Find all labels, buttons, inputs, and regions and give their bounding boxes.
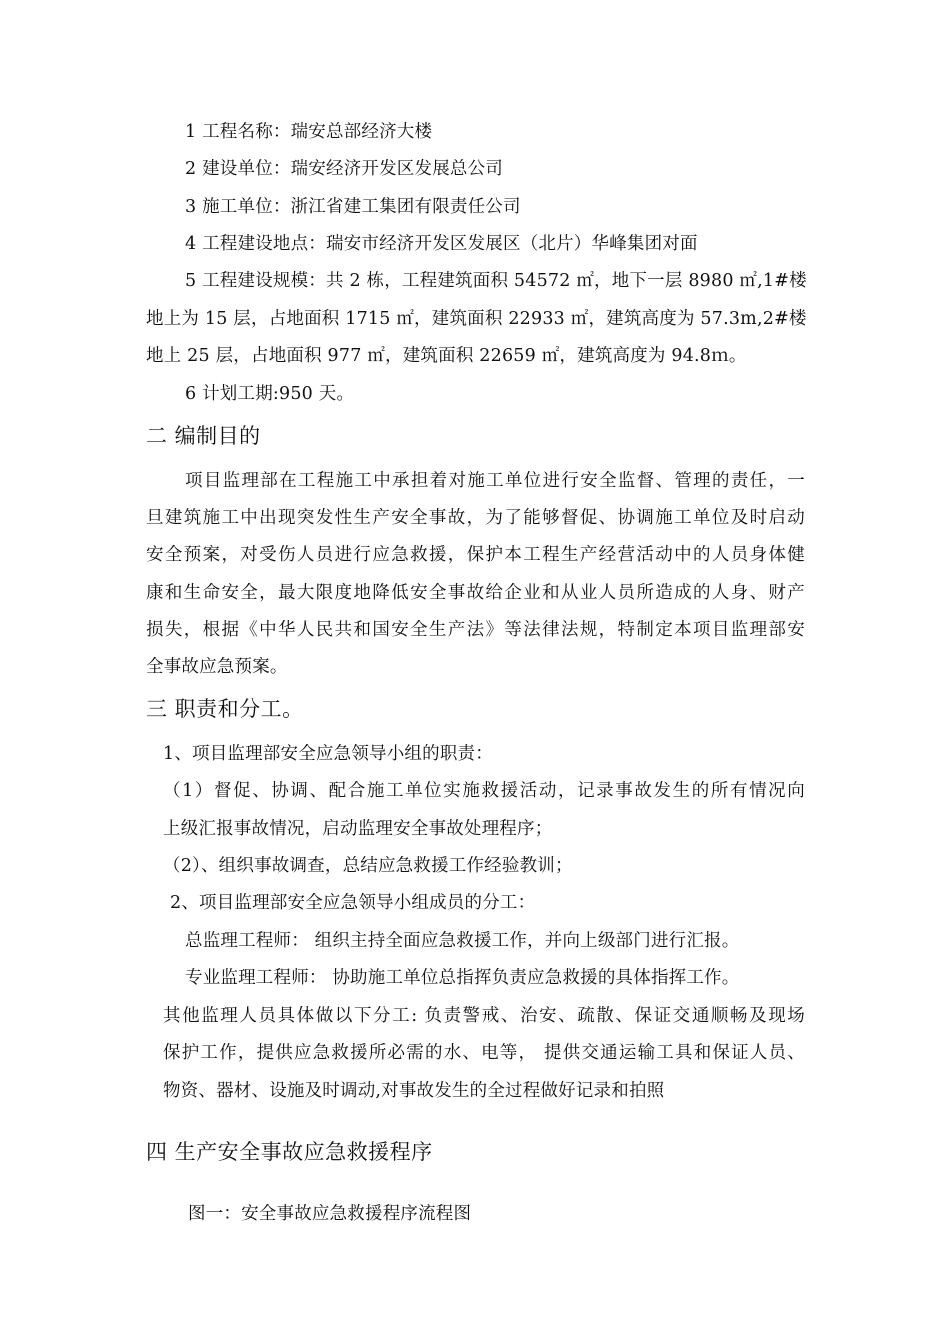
project-scale-line-3: 地上 25 层，占地面积 977 ㎡，建筑面积 22659 ㎡，建筑高度为 94.8ｍ。 <box>146 346 747 366</box>
section-3-item-1a-line-1 <box>163 779 805 803</box>
section-2-para-line-5 <box>146 618 805 642</box>
project-scale-text-1: 5 工程建设规模：共 2 栋，工程建筑面积 54572 ㎡，地下一层 8980 ㎡,1#楼 <box>185 271 807 291</box>
section-2-para-line-2 <box>146 506 805 530</box>
section-2-para-line-6: 全事故应急预案。 <box>146 657 288 677</box>
section-2-para-line-4 <box>146 581 805 605</box>
section-2-text-3: 安全预案，对受伤人员进行应急救援，保护本工程生产经营活动中的人员身体健 <box>146 545 805 565</box>
section-3-others-line-2 <box>163 1041 805 1065</box>
section-4-heading: 四 生产安全事故应急救援程序 <box>146 1140 433 1164</box>
section-2-para-line-1 <box>185 469 805 493</box>
section-3-chief-engineer: 总监理工程师： 组织主持全面应急救援工作，并向上级部门进行汇报。 <box>185 931 740 951</box>
section-3-item-1a-text-1: （1）督促、协调、配合施工单位实施救援活动，记录事故发生的所有情况向 <box>163 781 805 801</box>
project-owner: 2 建设单位：瑞安经济开发区发展总公司 <box>185 159 503 179</box>
section-3-others-line-3: 物资、器材、设施及时调动,对事故发生的全过程做好记录和拍照 <box>163 1081 665 1101</box>
section-3-heading: 三 职责和分工。 <box>146 697 304 721</box>
section-3-specialist-engineer: 专业监理工程师： 协助施工单位总指挥负责应急救援的具体指挥工作。 <box>185 968 740 988</box>
section-2-text-5: 损失，根据《中华人民共和国安全生产法》等法律法规，特制定本项目监理部安 <box>146 620 805 640</box>
project-name: 1 工程名称：瑞安总部经济大楼 <box>185 122 433 142</box>
project-scale-line-2 <box>146 307 805 331</box>
section-3-others-text-1: 其他监理人员具体做以下分工: 负责警戒、治安、疏散、保证交通顺畅及现场 <box>163 1006 805 1026</box>
section-3-others-text-2: 保护工作，提供应急救援所必需的水、电等， 提供交通运输工具和保证人员、 <box>163 1043 805 1063</box>
figure-caption: 图一：安全事故应急救援程序流程图 <box>188 1204 472 1224</box>
section-2-heading: 二 编制目的 <box>146 424 261 448</box>
section-2-text-2: 旦建筑施工中出现突发性生产安全事故，为了能够督促、协调施工单位及时启动 <box>146 508 805 528</box>
section-3-item-1b: （2）、组织事故调查，总结应急救援工作经验教训； <box>163 856 573 876</box>
section-2-text-4: 康和生命安全，最大限度地降低安全事故给企业和从业人员所造成的人身、财产 <box>146 583 805 603</box>
section-2-text-1: 项目监理部在工程施工中承担着对施工单位进行安全监督、管理的责任，一 <box>185 471 805 491</box>
project-location: 4 工程建设地点：瑞安市经济开发区发展区（北片）华峰集团对面 <box>185 234 698 254</box>
project-contractor: 3 施工单位：浙江省建工集团有限责任公司 <box>185 197 521 217</box>
section-3-item-1: 1、项目监理部安全应急领导小组的职责： <box>163 744 493 764</box>
section-2-para-line-3 <box>146 543 805 567</box>
project-scale-line-1 <box>185 269 805 293</box>
section-3-item-1a-line-2: 上级汇报事故情况，启动监理安全事故处理程序； <box>163 819 553 839</box>
section-3-item-2: 2、项目监理部安全应急领导小组成员的分工： <box>170 893 536 913</box>
section-3-others-line-1 <box>163 1004 805 1028</box>
project-schedule: 6 计划工期:950 天。 <box>185 384 355 404</box>
project-scale-text-2: 地上为 15 层，占地面积 1715 ㎡，建筑面积 22933 ㎡，建筑高度为 57.3m,2#楼 <box>146 309 807 329</box>
